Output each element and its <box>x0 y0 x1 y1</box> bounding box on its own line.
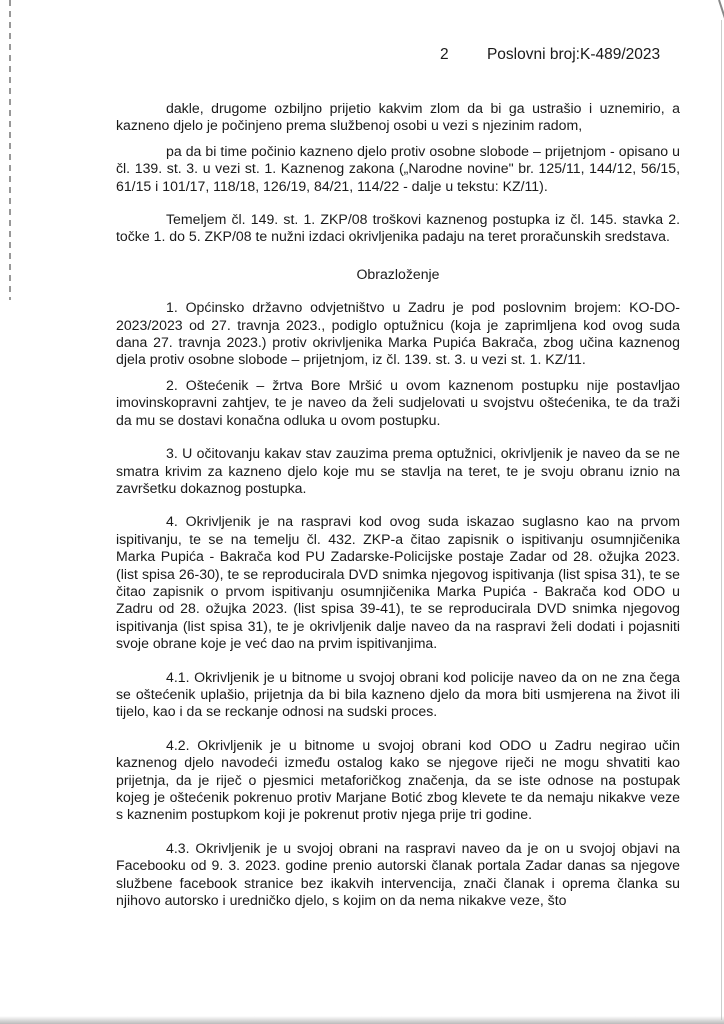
reasoning-paragraph: 4.3. Okrivljenik je u svojoj obrani na raspravi naveo da je on u svojoj objavi na Facebooku od 9. 3. 2023. godine prenio autorski članak portala Zadar danas sa njegove službene facebook stranice bez ikakvih intervencija, znači članak i oprema članka su njihovo autorsko i uredničko djelo, s kojim on da nema nikakve veze, što <box>116 839 680 909</box>
binder-hole-marks <box>9 0 11 300</box>
reasoning-paragraph: 4.1. Okrivljenik je u bitnome u svojoj obrani kod policije naveo da on ne zna čega se oštećenik uplašio, prijetnja da bi bila kazneno djelo da mora biti usmjerena na život ili tijelo, kao i da se reckanje odnosi na sudski proces. <box>116 668 680 720</box>
reasoning-paragraph: 3. U očitovanju kakav stav zauzima prema optužnici, okrivljenik je naveo da se ne smatra krivim za kazneno djelo koje mu se stavlja na teret, te je svoju obranu iznio na završetku dokaznog postupka. <box>116 445 680 496</box>
page-header <box>440 46 660 64</box>
reasoning-paragraph: 4.2. Okrivljenik je u bitnome u svojoj obrani kod ODO u Zadru negirao učin kaznenog djelo navodeći između ostalog kako se njegove riječi ne mogu shvatiti kao prijetnja, da je riječ o pjesmici metaforičkog značenja, da se iste odnose na postupak kojeg je oštećenik pokrenuo protiv Marjane Botić zbog klevete te da nemaju nikakve veze s kaznenim postupkom koji je pokrenut protiv njega prije tri godine. <box>116 736 680 823</box>
section-heading: Obrazloženje <box>356 265 440 282</box>
page-number: 2 <box>440 46 449 63</box>
reasoning-paragraph: 4. Okrivljenik je na raspravi kod ovog suda iskazao suglasno kao na prvom ispitivanju, te se na temelju čl. 432. ZKP-a čitao zapisnik o ispitivanju osumnjičenika Marka Pupića - Bakrača kod PU Zadarske-Policijske postaje Zadar od 28. ožujka 2023. (list spisa 26-30), te se reproducirala DVD snimka njegovog ispitivanja (list spisa 31), te se čitao zapisnik o prvom ispitivanju osumnjičenika Marka Pupića - Bakrača kod ODO u Zadru od 28. ožujka 2023. (list spisa 39-41), te se reproducirala DVD snimka njegovog ispitivanja (list spisa 31), te je okrivljenik dalje naveo da na raspravi želi dodati i pojasniti svoje obrane koje je već dao na prvim ispitivanjima. <box>116 513 680 652</box>
scan-shadow <box>0 1016 724 1024</box>
page-edge <box>721 20 722 1020</box>
reasoning-paragraph: 2. Oštećenik – žrtva Bore Mršić u ovom kaznenom postupku nije postavljao imovinskopravni zahtjev, te je naveo da želi sudjelovati u svojstvu oštećenika, te da traži da mu se dostavi konačna odluka u ovom postupku. <box>116 376 680 428</box>
paragraph: pa da bi time počinio kazneno djelo protiv osobne slobode – prijetnjom - opisano u čl. 139. st. 3. u vezi st. 1. Kaznenog zakona („Narodne novine" br. 125/11, 144/12, 56/15, 61/15 i 101/17, 118/18, 126/19, 84/21, 114/22 - dalje u tekstu: KZ/11). <box>116 142 680 194</box>
paragraph: Temeljem čl. 149. st. 1. ZKP/08 troškovi kaznenog postupka iz čl. 145. stavka 2. točke 1. do 5. ZKP/08 te nužni izdaci okrivljenika padaju na teret proračunskih sredstava. <box>116 211 680 245</box>
reasoning-paragraph: 1. Općinsko državno odvjetništvo u Zadru je pod poslovnim brojem: KO-DO-2023/2023 od 27. travnja 2023., podiglo optužnicu (koja je zaprimljena kod ovog suda dana 27. travnja 2023.) protiv okrivljenika Marka Pupića Bakrača, zbog učina kaznenog djela protiv osobne slobode – prijetnjom, iz čl. 139. st. 3. u vezi st. 1. KZ/11. <box>116 299 680 368</box>
paragraph: dakle, drugome ozbiljno prijetio kakvim zlom da bi ga ustrašio i uznemirio, a kazneno djelo je počinjeno prema službenoj osobi u vezi s njezinim radom, <box>116 100 680 134</box>
case-number: Poslovni broj:K-489/2023 <box>486 46 661 63</box>
document-body <box>116 100 680 925</box>
